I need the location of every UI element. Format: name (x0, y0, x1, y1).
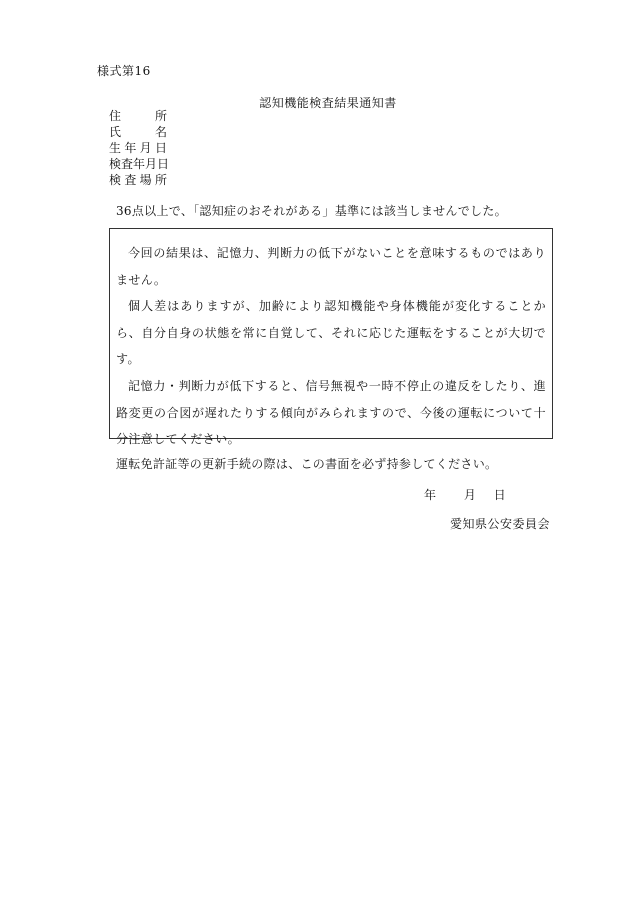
notice-paragraph: 記憶力・判断力が低下すると、信号無視や一時不停止の違反をしたり、進路変更の合図が遅れたりする傾向がみられますので、今後の運転について十分注意してください。 (116, 378, 546, 447)
instruction-text: 運転免許証等の更新手続の際は、この書面を必ず持参してください。 (116, 457, 498, 471)
date-month: 月 (463, 488, 476, 502)
field-birthdate (109, 140, 169, 156)
field-label-address: 住 所 (109, 109, 167, 123)
document-title: 認知機能検査結果通知書 (259, 96, 397, 110)
date-day: 日 (493, 488, 506, 502)
field-address (109, 108, 169, 124)
notice-paragraph: 今回の結果は、記憶力、判断力の低下がないことを意味するものではありません。 (116, 246, 546, 287)
form-number: 様式第16 (97, 64, 151, 78)
issuer-name: 愛知県公安委員会 (450, 517, 551, 531)
field-label-birthdate: 生 年 月 日 (109, 141, 167, 155)
notice-box (109, 228, 553, 447)
result-statement: 36点以上で、「認知症のおそれがある」基準には該当しませんでした。 (116, 204, 507, 218)
personal-info-fields (109, 108, 169, 188)
field-exam-date (109, 156, 169, 172)
field-label-name: 氏 名 (109, 125, 167, 139)
notice-paragraph: 個人差はありますが、加齢により認知機能や身体機能が変化することから、自分自身の状態を常に自覚して、それに応じた運転をすることが大切です。 (116, 299, 546, 367)
date-line (424, 486, 506, 503)
field-exam-location (109, 172, 169, 188)
date-year: 年 (424, 488, 437, 502)
field-name (109, 124, 169, 140)
field-label-exam-location: 検 査 場 所 (109, 173, 167, 187)
field-label-exam-date: 検査年月日 (109, 157, 170, 171)
